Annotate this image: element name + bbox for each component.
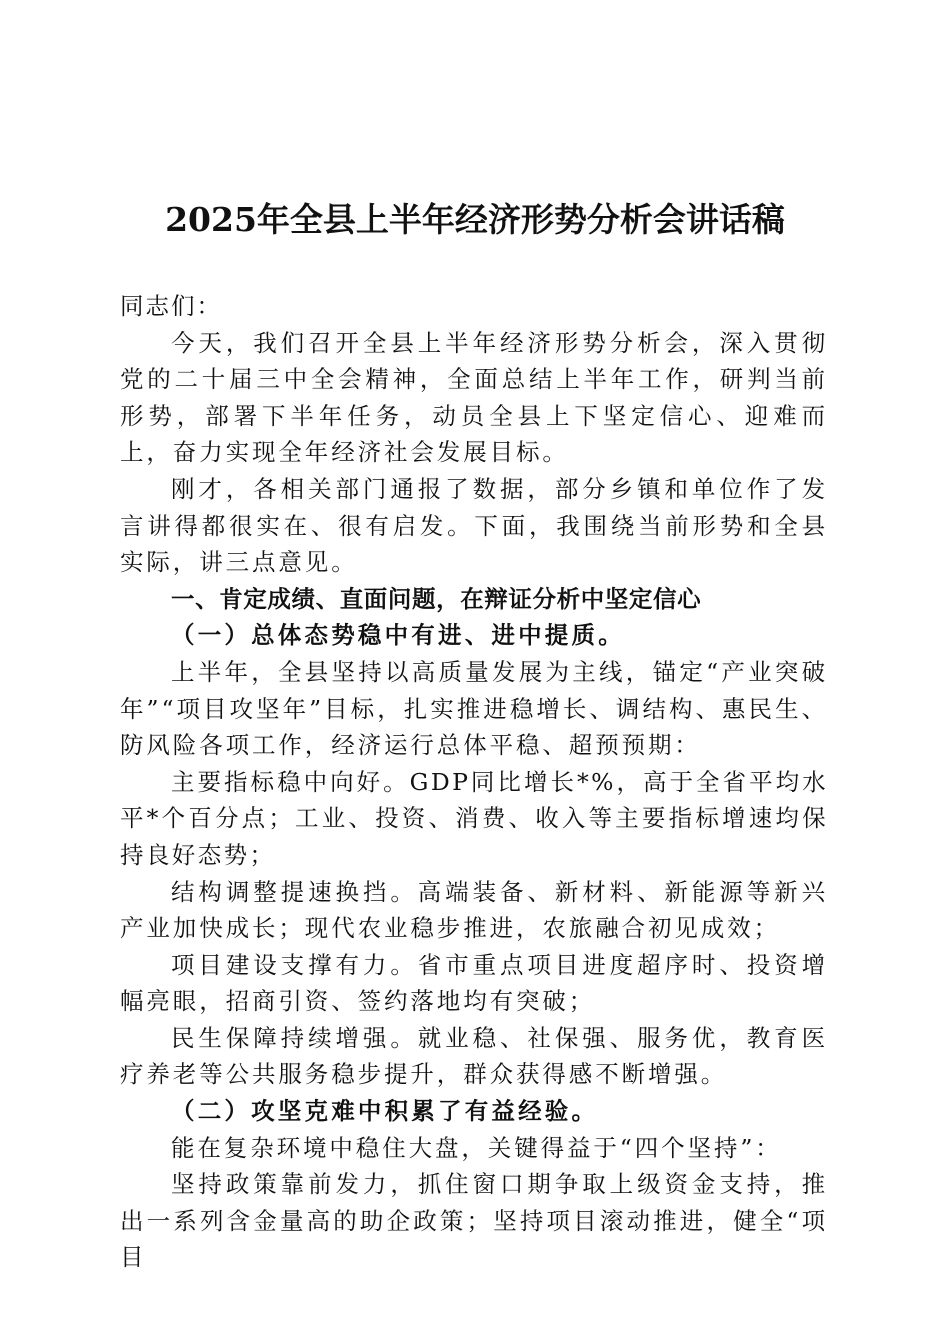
subsection-heading-1: （一）总体态势稳中有进、进中提质。 <box>171 621 625 650</box>
paragraph-opening: 今天，我们召开全县上半年经济形势分析会，深入贯彻党的二十届三中全会精神，全面总结上半年工作，研判当前形势，部署下半年任务，动员全县上下坚定信心、迎难而上，奋力实现全年经济社会发展目标。 <box>120 328 828 467</box>
paragraph-overview: 上半年，全县坚持以高质量发展为主线，锚定“产业突破年”“项目攻坚年”目标，扎实推进稳增长、调结构、惠民生、防风险各项工作，经济运行总体平稳、超预预期： <box>120 657 828 760</box>
paragraph-policy: 坚持政策靠前发力，抓住窗口期争取上级资金支持，推出一系列含金量高的助企政策；坚持项目滚动推进，健全“项目 <box>120 1170 828 1272</box>
section-heading-1: 一、肯定成绩、直面问题，在辩证分析中坚定信心 <box>171 584 702 613</box>
paragraph-experience: 能在复杂环境中稳住大盘，关键得益于“四个坚持”： <box>171 1133 782 1162</box>
paragraph-projects: 项目建设支撑有力。省市重点项目进度超序时、投资增幅亮眼，招商引资、签约落地均有突破； <box>120 950 828 1016</box>
paragraph-intro: 刚才，各相关部门通报了数据，部分乡镇和单位作了发言讲得都很实在、很有启发。下面，我围绕当前形势和全县实际，讲三点意见。 <box>120 474 828 577</box>
paragraph-structure: 结构调整提速换挡。高端装备、新材料、新能源等新兴产业加快成长；现代农业稳步推进，农旅融合初见成效； <box>120 877 828 943</box>
document-title: 2025年全县上半年经济形势分析会讲话稿 <box>165 200 785 239</box>
subsection-heading-2: （二）攻坚克难中积累了有益经验。 <box>171 1097 599 1126</box>
paragraph-livelihood: 民生保障持续增强。就业稳、社保强、服务优，教育医疗养老等公共服务稳步提升，群众获得感不断增强。 <box>120 1023 828 1089</box>
salutation: 同志们： <box>120 292 222 320</box>
paragraph-indicators: 主要指标稳中向好。GDP同比增长*%，高于全省平均水平*个百分点；工业、投资、消费、收入等主要指标增速均保持良好态势； <box>120 767 828 869</box>
document-body <box>120 288 828 1276</box>
